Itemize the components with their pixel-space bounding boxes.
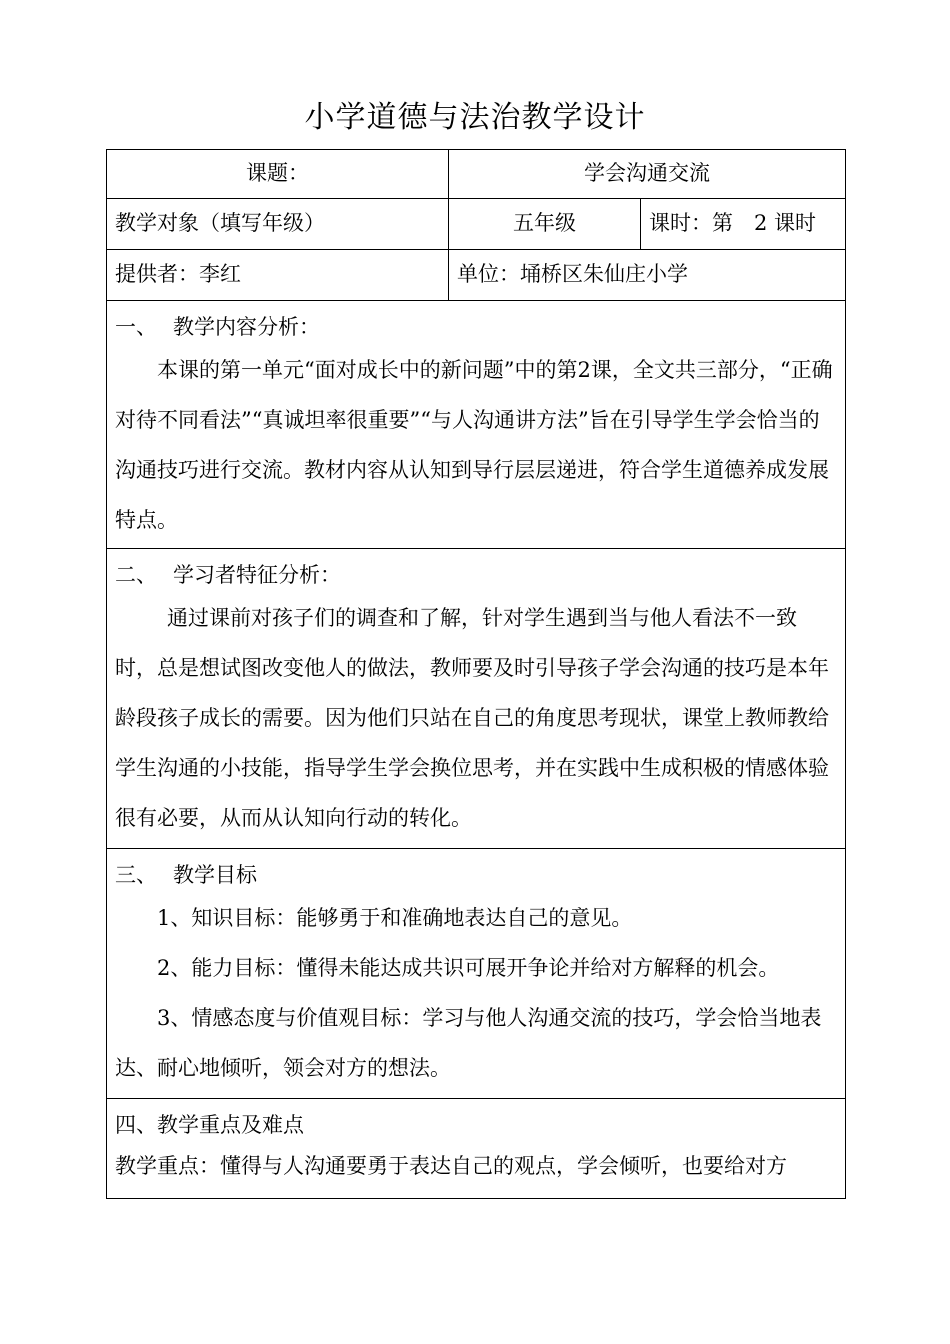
section-content-analysis xyxy=(107,301,846,549)
section-heading xyxy=(115,557,837,593)
lesson-plan-table xyxy=(106,149,846,1199)
section-heading xyxy=(115,857,837,893)
topic-row xyxy=(107,150,846,199)
topic-value: 学会沟通交流 xyxy=(449,150,846,199)
period-cell: 课时：第 2 课时 xyxy=(641,199,846,250)
section-teaching-goals xyxy=(107,849,846,1099)
section-key-points xyxy=(107,1099,846,1199)
section-number: 三、 xyxy=(115,863,157,887)
goal-item: 2、能力目标：懂得未能达成共识可展开争论并给对方解释的机会。 xyxy=(157,956,780,980)
section-body: 通过课前对孩子们的调查和了解，针对学生遇到当与他人看法不一致时，总是想试图改变他人的做法，教师要及时引导孩子学会沟通的技巧是本年龄段孩子成长的需要。因为他们只站在自己的角度思考现状，课堂上教师教给学生沟通的小技能，指导学生学会换位思考，并在实践中生成积极的情感体验很有必要，从而从认知向行动的转化。 xyxy=(115,606,829,830)
section-number: 一、 xyxy=(115,315,157,339)
section-title: 学习者特征分析： xyxy=(173,563,341,587)
document-title: 小学道德与法治教学设计 xyxy=(304,100,646,135)
goal-item: 3、情感态度与价值观目标：学习与他人沟通交流的技巧，学会恰当地表达、耐心地倾听，领会对方的想法。 xyxy=(115,1006,822,1080)
goal-item: 1、知识目标：能够勇于和准确地表达自己的意见。 xyxy=(157,906,633,930)
section-body: 教学重点：懂得与人沟通要勇于表达自己的观点，学会倾听，也要给对方 xyxy=(115,1154,787,1178)
section-number: 二、 xyxy=(115,563,157,587)
section-heading xyxy=(115,309,837,345)
section-body: 本课的第一单元“面对成长中的新问题”中的第2课，全文共三部分，“正确对待不同看法”“真诚坦率很重要”“与人沟通讲方法”旨在引导学生学会恰当的沟通技巧进行交流。教材内容从认知到导行层层递进，符合学生道德养成发展特点。 xyxy=(115,358,833,532)
topic-label: 课题： xyxy=(107,150,449,199)
section-title: 四、教学重点及难点 xyxy=(115,1113,304,1137)
target-row xyxy=(107,199,846,250)
section-title: 教学目标 xyxy=(173,863,257,887)
target-value: 五年级 xyxy=(449,199,641,250)
section-title: 教学内容分析： xyxy=(173,315,320,339)
unit-cell: 单位：埇桥区朱仙庄小学 xyxy=(449,250,846,301)
provider-row xyxy=(107,250,846,301)
target-label: 教学对象（填写年级） xyxy=(107,199,449,250)
section-learner-analysis xyxy=(107,549,846,849)
provider-cell: 提供者：李红 xyxy=(107,250,449,301)
